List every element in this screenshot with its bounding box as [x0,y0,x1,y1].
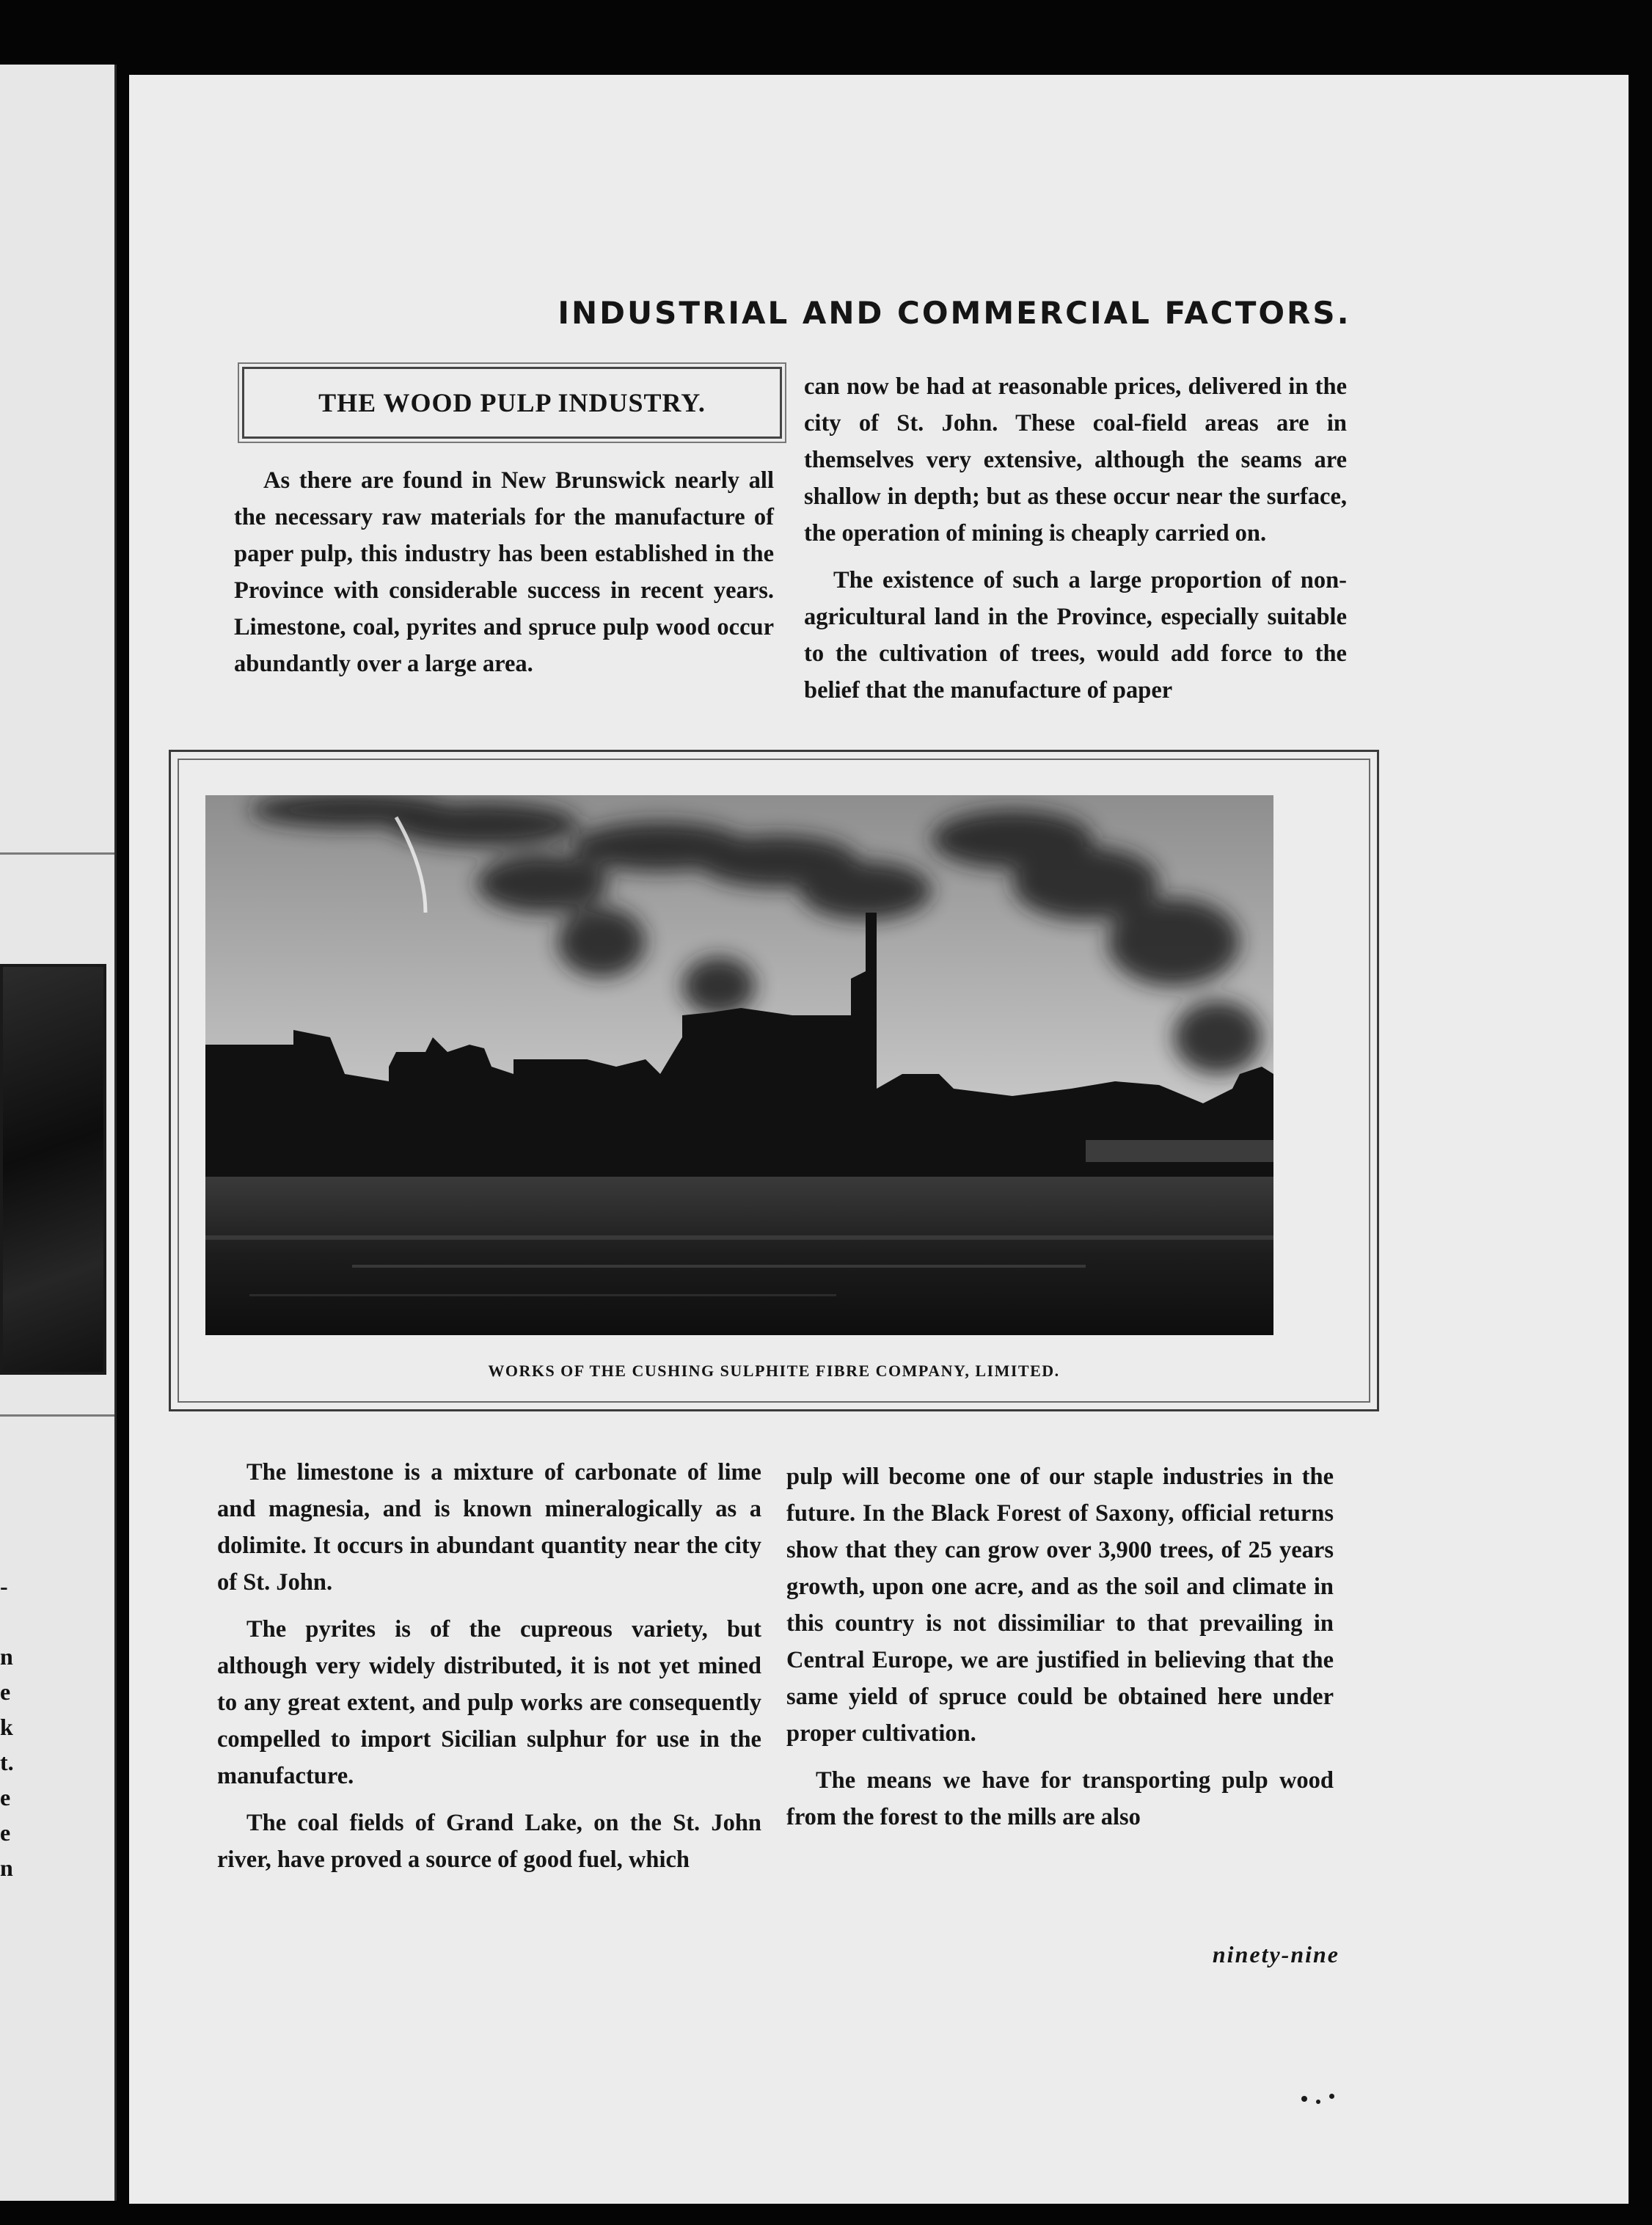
page-title: INDUSTRIAL AND COMMERCIAL FACTORS. [558,295,1351,331]
paragraph: As there are found in New Brunswick nearly all the necessary raw materials for the manufacture of paper pulp, this industry has been established in the Province with considerable success in recent years. Limestone, coal, pyrites and spruce pulp wood occur abundantly over a large area. [234,467,774,677]
paragraph: The pyrites is of the cupreous variety, but although very widely distributed, it is not yet mined to any great extent, and pulp works are consequently compelled to import Sicilian sulphur for use in the manufacture. [217,1616,761,1789]
facing-page-rule [0,1414,114,1417]
paragraph: can now be had at reasonable prices, delivered in the city of St. John. These coal-field areas are in themselves very extensive, although the seams are shallow in depth; but as these occur near the surface, the operation of mining is cheaply carried on. [804,373,1347,547]
page-number: ninety-nine [1212,1941,1339,1968]
text-column-1 [234,462,774,693]
fragment: e [0,1819,11,1846]
fragment: n [0,1855,13,1881]
document-page [129,75,1629,2204]
factory-photograph [205,795,1273,1335]
paragraph: The limestone is a mixture of carbonate of lime and magnesia, and is known mineralogically as a dolimite. It occurs in abundant quantity near the city of St. John. [217,1459,761,1596]
ink-speck [1301,2096,1307,2102]
factory-photo-illustration [205,795,1273,1335]
photo-caption: WORKS OF THE CUSHING SULPHITE FIBRE COMPANY, LIMITED. [488,1362,1060,1380]
paragraph: pulp will become one of our staple industries in the future. In the Black Forest of Saxony, official returns show that they can grow over 3,900 trees, of 25 years growth, upon one acre, and as the soil and climate in this country is not dissimiliar to that prevailing in Central Europe, we are justified in believing that the same yield of spruce could be obtained here under proper cultivation. [786,1464,1334,1747]
facing-page-text-fragments [0,1568,22,1885]
text-column-3 [217,1454,761,1888]
text-column-4 [786,1458,1334,1846]
paragraph: The coal fields of Grand Lake, on the St. John river, have proved a source of good fuel, which [217,1810,761,1873]
text-column-2 [804,368,1347,719]
ink-speck [1329,2094,1334,2099]
facing-page-rule [0,852,114,855]
paragraph: The means we have for transporting pulp wood from the forest to the mills are also [786,1767,1334,1830]
fragment [0,1604,22,1639]
fragment: k [0,1714,13,1740]
paragraph: The existence of such a large proportion of non-agricultural land in the Province, especially suitable to the cultivation of trees, would add force to the belief that the manufacture of paper [804,567,1347,704]
fragment: e [0,1678,11,1705]
facing-page [0,65,117,2201]
fragment: n [0,1643,13,1670]
section-heading: THE WOOD PULP INDUSTRY. [318,388,706,417]
facing-page-photo [0,964,106,1375]
ink-speck [1316,2100,1320,2104]
section-heading-box [242,367,782,439]
fragment: - [0,1573,8,1599]
fragment: e [0,1784,11,1811]
fragment: t. [0,1749,14,1775]
